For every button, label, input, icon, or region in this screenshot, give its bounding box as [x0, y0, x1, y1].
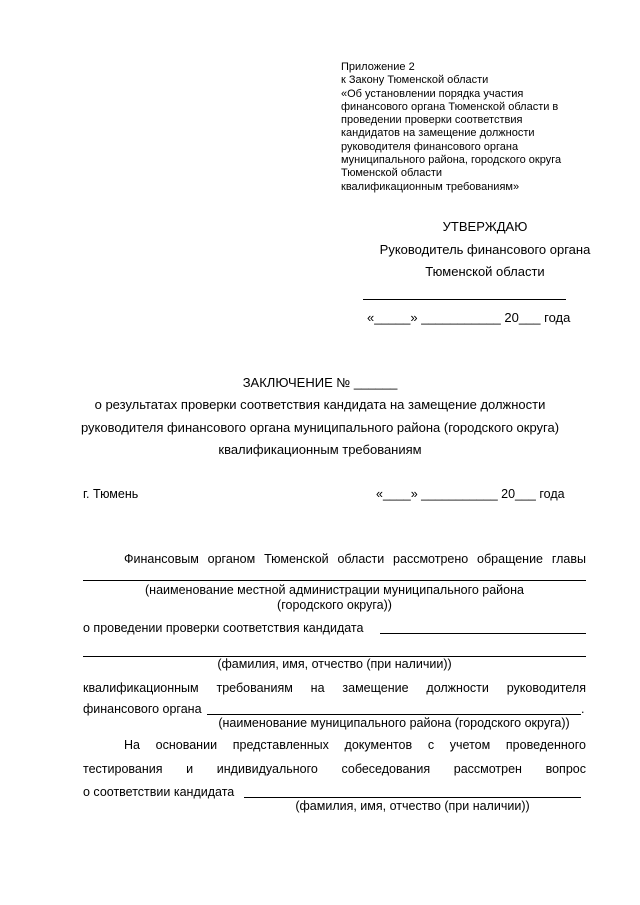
appendix-line: к Закону Тюменской области: [341, 74, 489, 87]
paragraph3-line2: тестирования и индивидуального собеседования рассмотрен вопрос: [83, 762, 586, 776]
appendix-line: кандидатов на замещение должности: [341, 127, 535, 140]
appendix-line: руководителя финансового органа: [341, 140, 519, 153]
paragraph2-line1: квалификационным требованиям на замещение должности руководителя: [83, 681, 586, 695]
caption-administration-line1: (наименование местной администрации муниципального района: [145, 583, 524, 597]
paragraph1-line1: Финансовым органом Тюменской области рассмотрено обращение главы: [124, 552, 586, 566]
approval-position-line2: Тюменской области: [425, 264, 545, 279]
conclusion-subtitle-line3: квалификационным требованиям: [218, 442, 422, 457]
appendix-note: [341, 61, 631, 194]
caption-municipality: (наименование муниципального района (городского округа)): [218, 716, 570, 730]
appendix-line: Приложение 2: [341, 61, 415, 73]
conclusion-subtitle-line1: о результатах проверки соответствия кандидата на замещение должности: [94, 397, 546, 412]
approval-date: «_____» ___________ 20___ года: [367, 310, 571, 325]
caption-candidate-name-2: (фамилия, имя, отчество (при наличии)): [295, 799, 530, 813]
signature-line: [363, 299, 566, 300]
appendix-line: «Об установлении порядка участия: [341, 87, 524, 100]
caption-administration-line2: (городского округа)): [277, 598, 392, 612]
city: г. Тюмень: [83, 487, 139, 501]
document-date: «____» ___________ 20___ года: [376, 487, 565, 501]
fill-line: [244, 797, 581, 798]
appendix-line: проведении проверки соответствия: [341, 114, 523, 127]
appendix-line: муниципального района, городского округа: [341, 154, 562, 167]
paragraph1-line2: о проведении проверки соответствия кандидата: [83, 621, 364, 635]
caption-candidate-name: (фамилия, имя, отчество (при наличии)): [217, 657, 452, 671]
paragraph3-line1: На основании представленных документов с учетом проведенного: [124, 738, 586, 752]
appendix-line: Тюменской области: [341, 167, 443, 180]
paragraph3-line3: о соответствии кандидата: [83, 785, 235, 799]
appendix-line: квалификационным требованиям»: [341, 180, 520, 193]
approval-position-line1: Руководитель финансового органа: [379, 242, 591, 257]
period: .: [581, 702, 585, 716]
fill-line: [83, 580, 586, 581]
approval-heading: УТВЕРЖДАЮ: [442, 219, 528, 234]
conclusion-title: ЗАКЛЮЧЕНИЕ № ______: [242, 375, 398, 390]
fill-line: [380, 633, 586, 634]
conclusion-subtitle-line2: руководителя финансового органа муниципального района (городского округа): [80, 420, 560, 435]
appendix-line: финансового органа Тюменской области в: [341, 100, 559, 113]
fill-line: [207, 714, 581, 715]
paragraph2-line2: финансового органа: [83, 702, 202, 716]
